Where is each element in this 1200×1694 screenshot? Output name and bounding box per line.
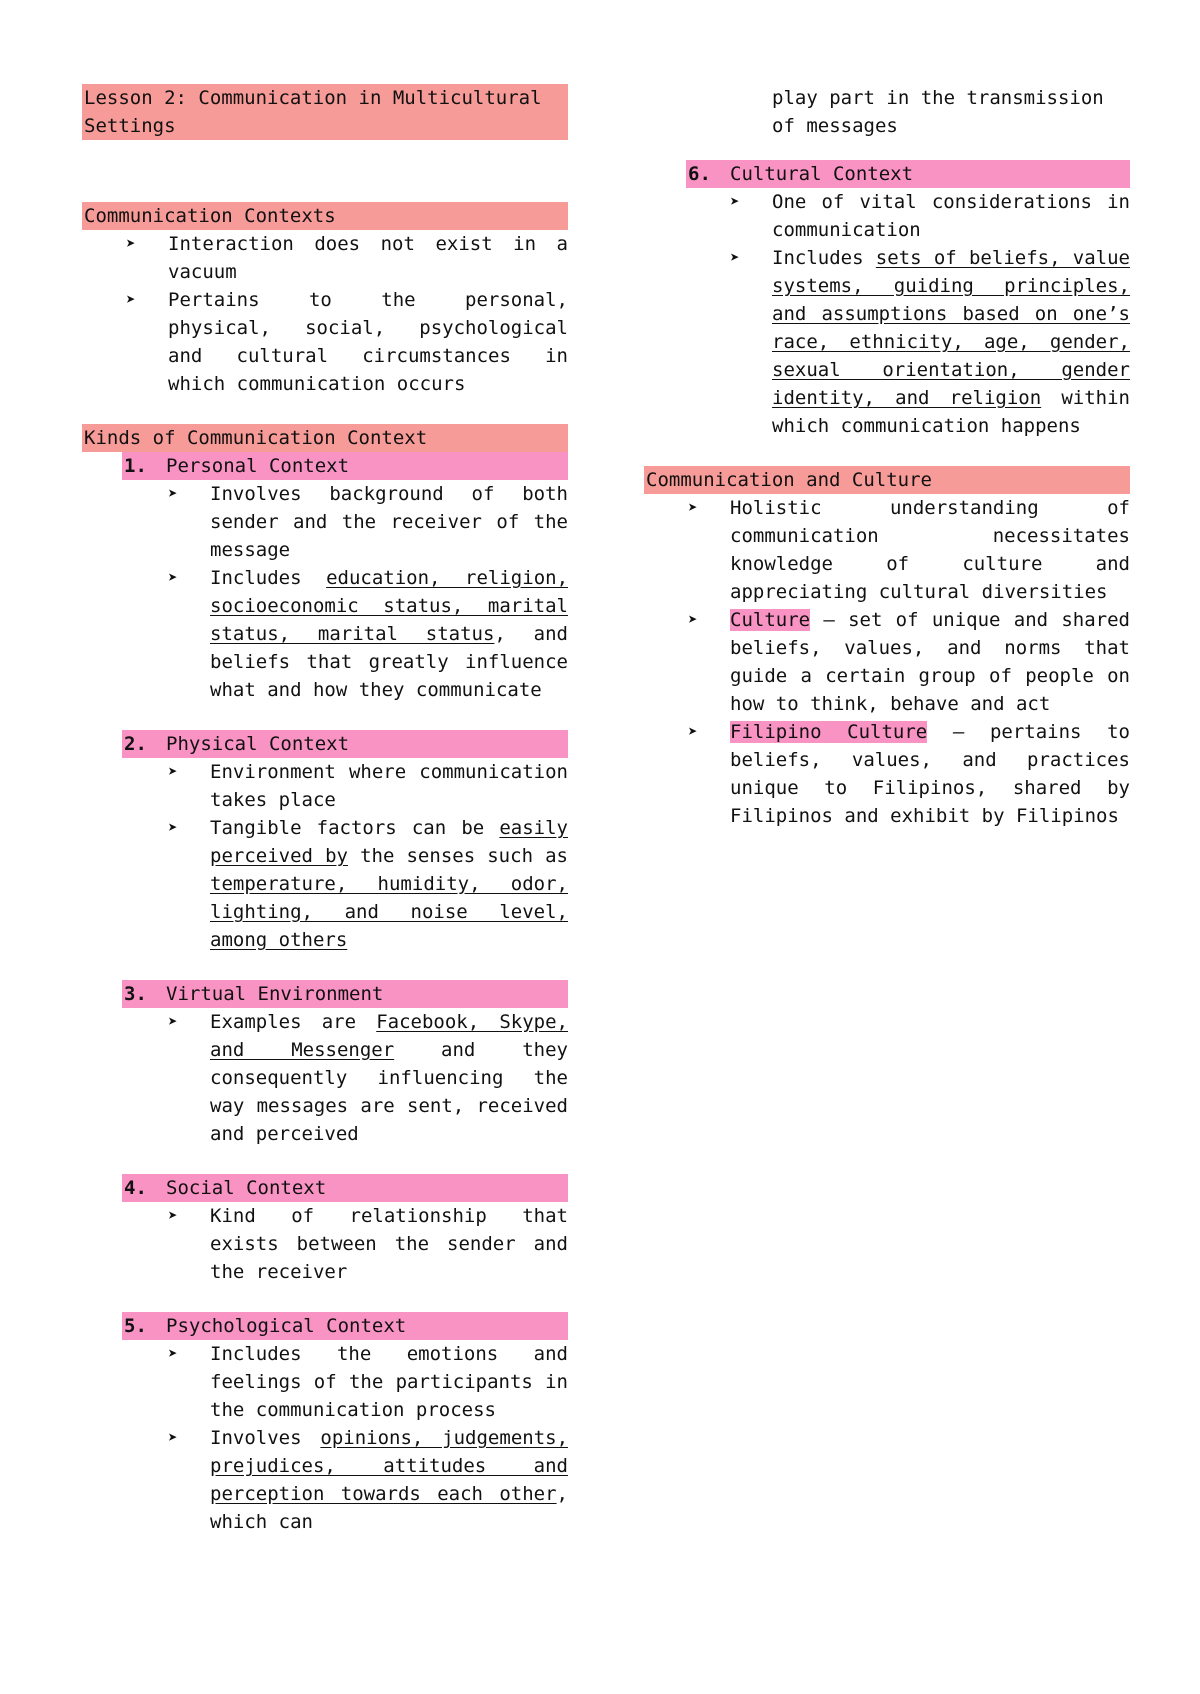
social-context-heading [122,1174,568,1202]
list-item: ➤ Involves background of both sender and the receiver of the message [82,480,568,564]
list-item: ➤ Includes sets of beliefs, value systems, guiding principles, and assumptions based on one’s race, ethnicity, age, gender, sexual orientation, gender identity, and religion within which communication happens [644,244,1130,440]
arrow-bullet-icon: ➤ [688,722,698,741]
arrow-bullet-icon: ➤ [168,762,178,781]
item-number: 6. [688,163,711,185]
communication-contexts-list [82,230,568,398]
item-title: Cultural Context [730,163,914,185]
cultural-context-heading [686,160,1130,188]
arrow-bullet-icon: ➤ [168,1012,178,1031]
arrow-bullet-icon: ➤ [730,192,740,211]
list-item: ➤ Kind of relationship that exists between the sender and the receiver [82,1202,568,1286]
filipino-culture-term: Filipino Culture [730,721,928,743]
psychological-context-heading [122,1312,568,1340]
list-item: ➤ Pertains to the personal, physical, social, psychological and cultural circumstances in which communication occurs [82,286,568,398]
kinds-heading: Kinds of Communication Context [82,424,568,452]
arrow-bullet-icon: ➤ [126,290,136,309]
item-title: Physical Context [166,733,350,755]
arrow-bullet-icon: ➤ [168,568,178,587]
list-item: ➤ Includes the emotions and feelings of the participants in the communication process [82,1340,568,1424]
list-item: ➤ Tangible factors can be easily perceived by the senses such as temperature, humidity, odor, lighting, and noise level, among others [82,814,568,954]
communication-culture-heading: Communication and Culture [644,466,1130,494]
item-number: 5. [124,1315,147,1337]
arrow-bullet-icon: ➤ [688,610,698,629]
arrow-bullet-icon: ➤ [688,498,698,517]
social-context-list [82,1202,568,1286]
list-item: ➤ Culture – set of unique and shared beliefs, values, and norms that guide a certain group of people on how to think, behave and act [644,606,1130,718]
arrow-bullet-icon: ➤ [168,484,178,503]
left-column [82,84,568,1536]
list-item: ➤ Holistic understanding of communication necessitates knowledge of culture and appreciating cultural diversities [644,494,1130,606]
arrow-bullet-icon: ➤ [168,1206,178,1225]
arrow-bullet-icon: ➤ [126,234,136,253]
psychological-context-list [82,1340,568,1536]
list-item: ➤ Involves opinions, judgements, prejudices, attitudes and perception towards each other, which can [82,1424,568,1536]
arrow-bullet-icon: ➤ [168,1344,178,1363]
virtual-environment-heading [122,980,568,1008]
personal-context-heading [122,452,568,480]
list-item: ➤ Filipino Culture – pertains to beliefs, values, and practices unique to Filipinos, shared by Filipinos and exhibit by Filipinos [644,718,1130,830]
communication-culture-list [644,494,1130,830]
cultural-context-list [644,188,1130,440]
communication-contexts-heading: Communication Contexts [82,202,568,230]
item-number: 2. [124,733,147,755]
list-item: ➤ Examples are Facebook, Skype, and Messenger and they consequently influencing the way messages are sent, received and perceived [82,1008,568,1148]
item-number: 4. [124,1177,147,1199]
list-item: ➤ Environment where communication takes place [82,758,568,814]
culture-term: Culture [730,609,811,631]
item-title: Psychological Context [166,1315,407,1337]
lesson-title: Lesson 2: Communication in Multicultural Settings [82,84,568,140]
item-title: Social Context [166,1177,327,1199]
physical-context-heading [122,730,568,758]
arrow-bullet-icon: ➤ [168,1428,178,1447]
item-number: 3. [124,983,147,1005]
list-item: ➤ Includes education, religion, socioeconomic status, marital status, marital status, and beliefs that greatly influence what and how they communicate [82,564,568,704]
psychological-continuation: play part in the transmission of messages [772,87,1104,137]
right-column [644,84,1130,830]
list-item: ➤ One of vital considerations in communication [644,188,1130,244]
item-title: Personal Context [166,455,350,477]
list-item: ➤ Interaction does not exist in a vacuum [82,230,568,286]
personal-context-list [82,480,568,704]
arrow-bullet-icon: ➤ [168,818,178,837]
arrow-bullet-icon: ➤ [730,248,740,267]
physical-context-list [82,758,568,954]
virtual-environment-list [82,1008,568,1148]
item-number: 1. [124,455,147,477]
item-title: Virtual Environment [166,983,384,1005]
